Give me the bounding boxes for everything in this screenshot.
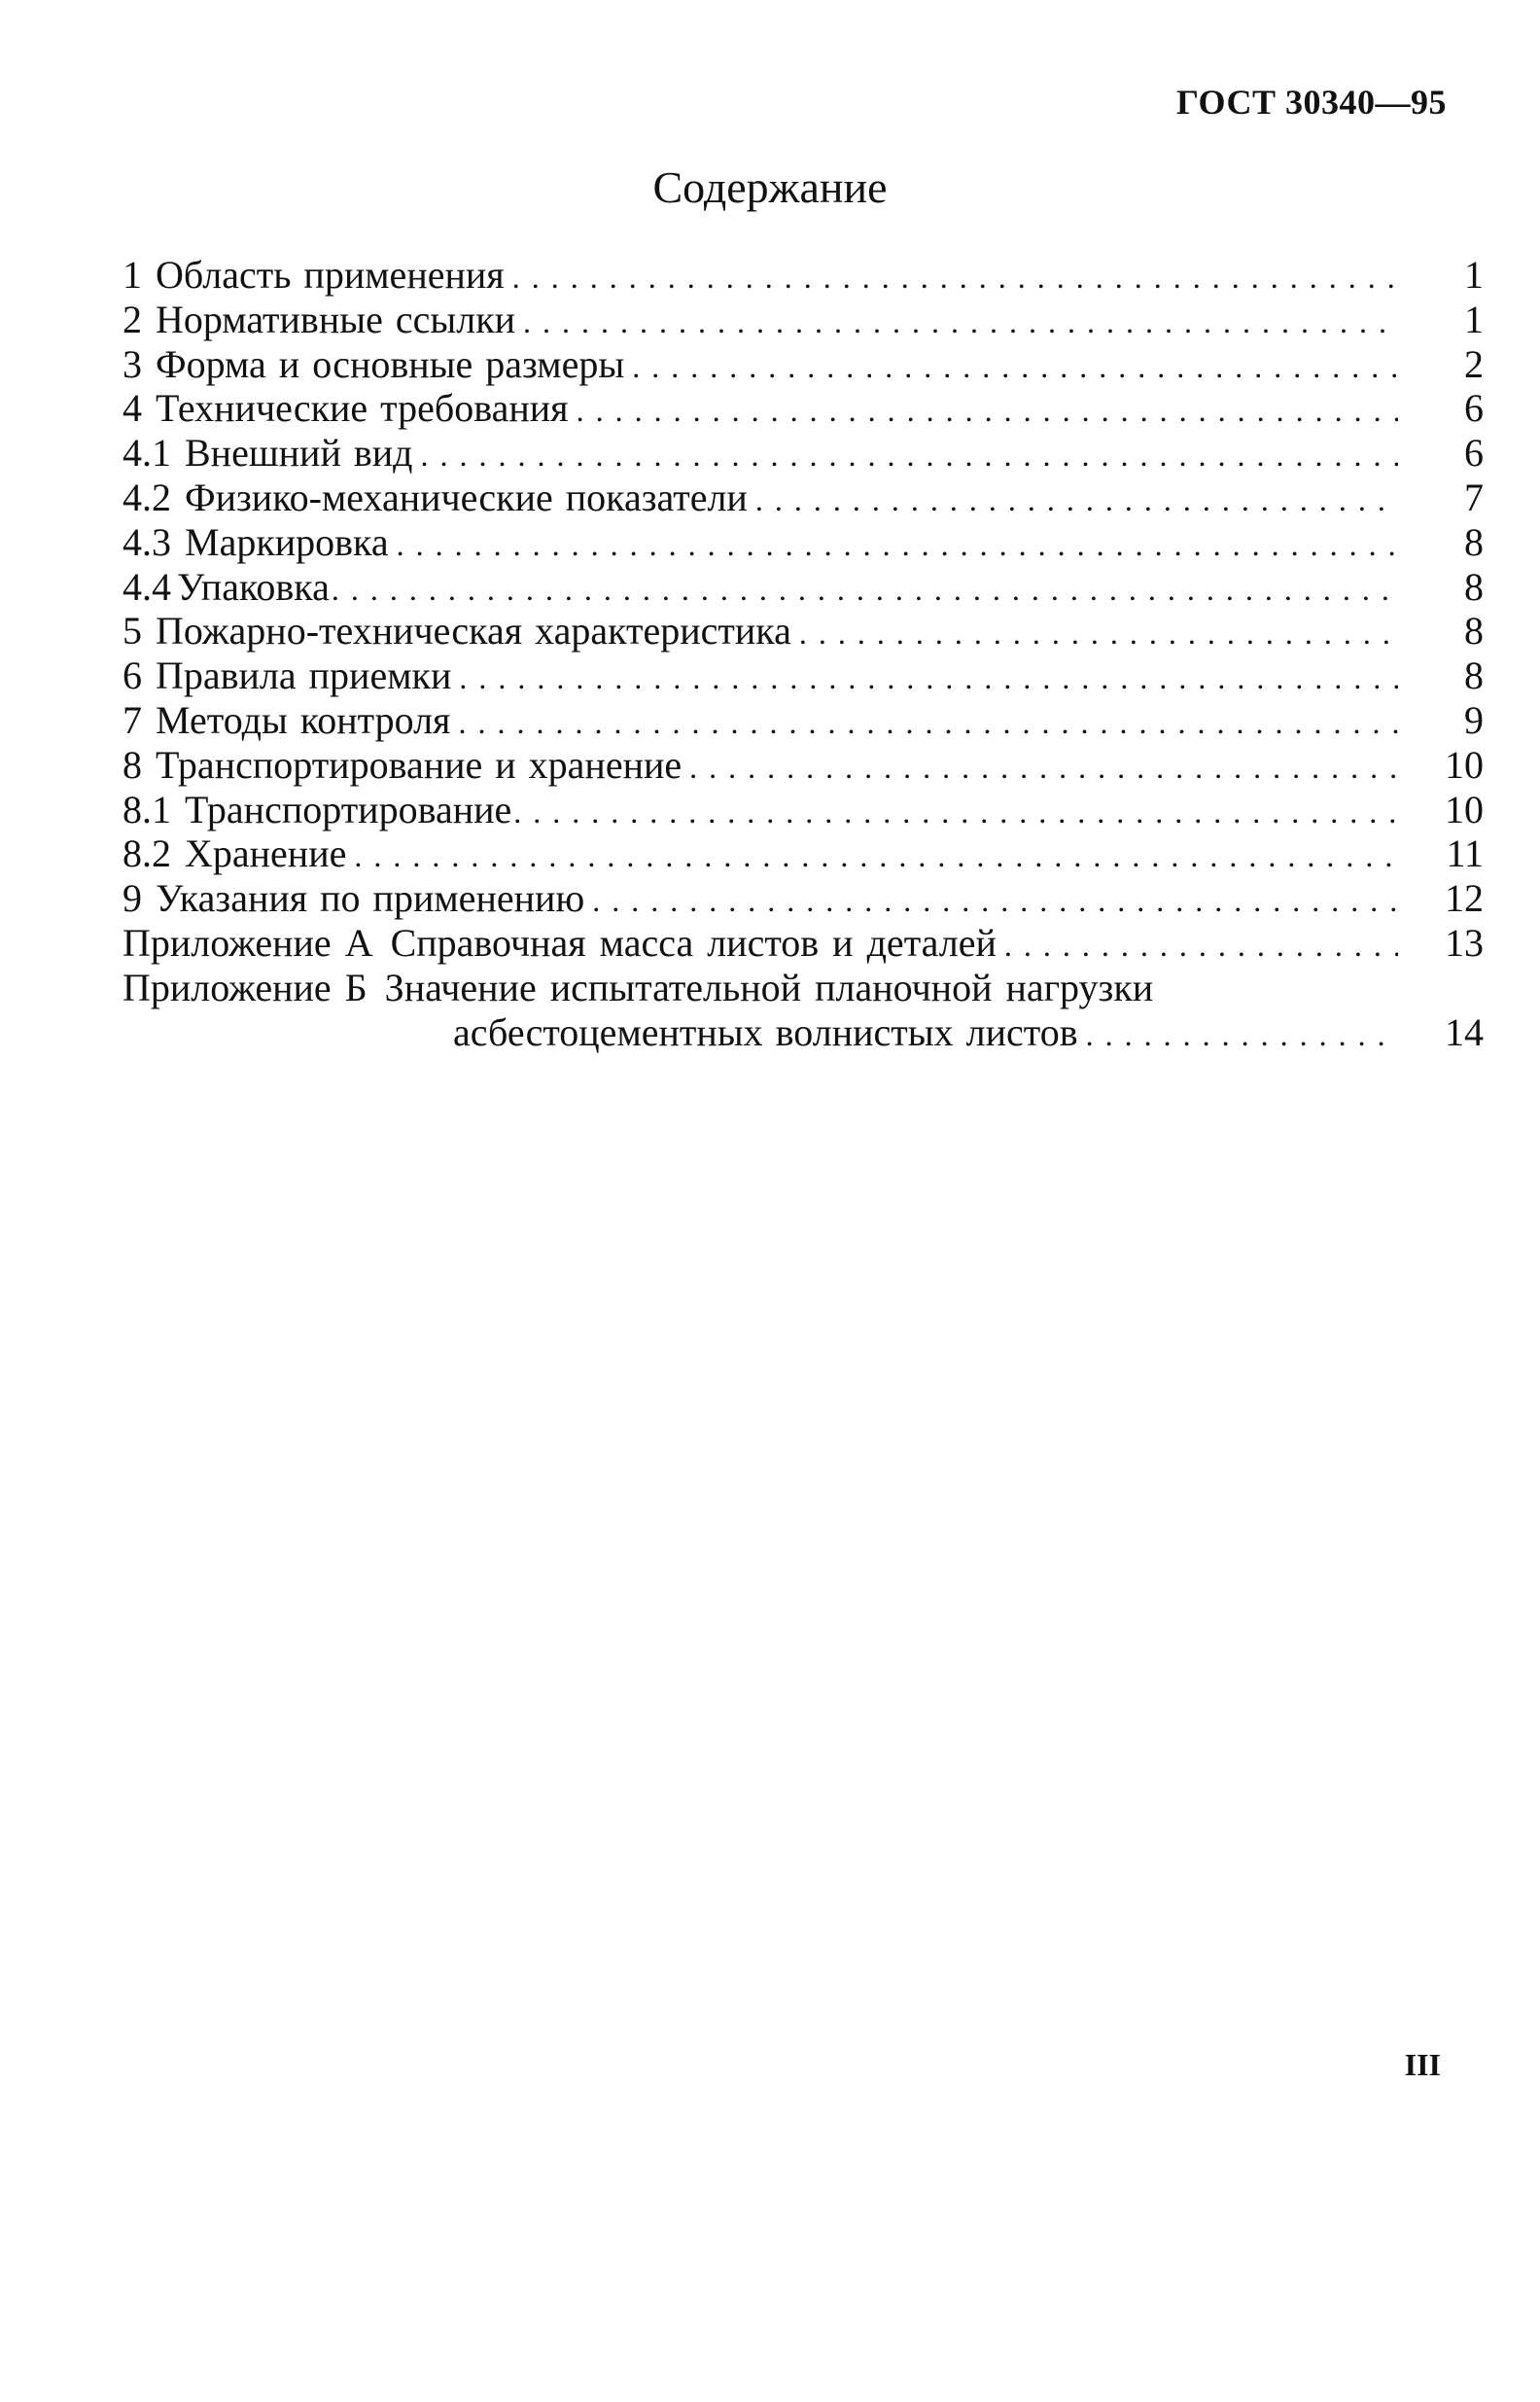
- dot-leader: [421, 434, 1398, 478]
- toc-entry-number: 4.2: [122, 475, 171, 519]
- toc-entry-number: 7: [122, 697, 142, 742]
- toc-entry-title: Хранение: [185, 831, 347, 876]
- document-code: ГОСТ 30340—95: [1176, 83, 1447, 122]
- toc-entry-title: Пожарно-техническая характеристика: [156, 609, 791, 653]
- dot-leader: [1086, 1013, 1398, 1058]
- toc-entry: [122, 520, 1484, 565]
- annex-title-line2: асбестоцементных волнистых листов: [453, 1009, 1078, 1054]
- table-of-contents: [122, 253, 1484, 1054]
- toc-entry: [122, 609, 1484, 653]
- toc-entry-page: 11: [1446, 831, 1484, 876]
- dot-leader: [332, 568, 1398, 613]
- dot-leader: [513, 791, 1398, 835]
- dot-leader: [755, 478, 1398, 523]
- dot-leader: [592, 879, 1398, 924]
- toc-entry-number: 4: [122, 386, 142, 431]
- toc-entry-title: Упаковка: [177, 564, 330, 609]
- toc-entry-title: Транспортирование и хранение: [156, 742, 682, 787]
- page-number: III: [1404, 2047, 1441, 2082]
- dot-leader: [689, 746, 1398, 791]
- toc-entry-number: 8: [122, 742, 142, 787]
- dot-leader: [512, 256, 1398, 300]
- dot-leader: [523, 300, 1398, 345]
- toc-entry: [122, 831, 1484, 876]
- toc-entry-page: 12: [1445, 876, 1484, 921]
- toc-entry: [122, 476, 1484, 520]
- toc-entry: [122, 698, 1484, 743]
- toc-entry-page: 8: [1464, 653, 1484, 698]
- toc-entry-page: 8: [1464, 519, 1484, 564]
- toc-entry-number: 4.3: [122, 519, 171, 564]
- toc-entry-page: 6: [1464, 431, 1484, 476]
- dot-leader: [1004, 924, 1398, 969]
- dot-leader: [458, 701, 1398, 746]
- toc-entry-title: Указания по применению: [156, 876, 585, 921]
- toc-entry-page: 13: [1445, 920, 1484, 965]
- annex-title-line1: Значение испытательной планочной нагрузки: [384, 965, 1154, 1009]
- toc-annex-entry-continuation: [122, 1010, 1484, 1055]
- toc-entry: [122, 876, 1484, 921]
- toc-entry-title: Маркировка: [185, 519, 389, 564]
- toc-entry-title: Внешний вид: [185, 431, 413, 476]
- dot-leader: [397, 523, 1398, 568]
- toc-entry-number: 1: [122, 253, 142, 297]
- dot-leader: [459, 656, 1398, 701]
- toc-entry: [122, 788, 1484, 832]
- toc-title: Содержание: [652, 162, 888, 212]
- toc-entry: [122, 565, 1484, 610]
- toc-entry-page: 7: [1464, 475, 1484, 519]
- toc-entry-title: Область применения: [156, 253, 505, 297]
- toc-entry-page: 1: [1464, 253, 1484, 297]
- toc-entry: [122, 253, 1484, 298]
- toc-entry: [122, 342, 1484, 387]
- toc-entry-number: 4.1: [122, 431, 171, 476]
- toc-entry-number: 4.4: [122, 564, 171, 609]
- annex-title: Справочная масса листов и деталей: [390, 920, 997, 965]
- dot-leader: [799, 612, 1398, 656]
- toc-entry-page: 14: [1445, 1009, 1484, 1054]
- toc-entry-title: Форма и основные размеры: [156, 341, 625, 386]
- toc-entry-page: 2: [1464, 341, 1484, 386]
- toc-entry: [122, 431, 1484, 476]
- toc-entry-number: 5: [122, 609, 142, 653]
- annex-label: Приложение Б: [122, 965, 368, 1009]
- toc-entry-number: 6: [122, 653, 142, 698]
- dot-leader: [577, 389, 1398, 434]
- toc-annex-entry: [122, 966, 1484, 1010]
- toc-entry-page: 8: [1464, 609, 1484, 653]
- toc-entry-page: 8: [1464, 564, 1484, 609]
- toc-entry-number: 3: [122, 341, 142, 386]
- toc-entry-number: 8.1: [122, 787, 171, 831]
- toc-entry-title: Технические требования: [156, 386, 569, 431]
- toc-entry: [122, 298, 1484, 342]
- toc-entry-number: 2: [122, 297, 142, 341]
- toc-entry-number: 9: [122, 876, 142, 921]
- annex-label: Приложение А: [122, 920, 373, 965]
- toc-entry-title: Транспортирование: [185, 787, 512, 831]
- toc-entry-title: Физико-механические показатели: [185, 475, 748, 519]
- toc-entry: [122, 743, 1484, 788]
- toc-entry-page: 1: [1464, 297, 1484, 341]
- toc-entry: [122, 386, 1484, 431]
- toc-entry-number: 8.2: [122, 831, 171, 876]
- dot-leader: [632, 345, 1398, 390]
- toc-entry-title: Методы контроля: [156, 697, 451, 742]
- toc-entry-title: Нормативные ссылки: [156, 297, 516, 341]
- toc-annex-entry: [122, 921, 1484, 966]
- toc-entry: [122, 653, 1484, 698]
- toc-entry-page: 6: [1464, 386, 1484, 431]
- toc-entry-page: 9: [1464, 697, 1484, 742]
- toc-entry-page: 10: [1445, 787, 1484, 831]
- dot-leader: [354, 834, 1398, 879]
- toc-entry-page: 10: [1445, 742, 1484, 787]
- toc-entry-title: Правила приемки: [156, 653, 452, 698]
